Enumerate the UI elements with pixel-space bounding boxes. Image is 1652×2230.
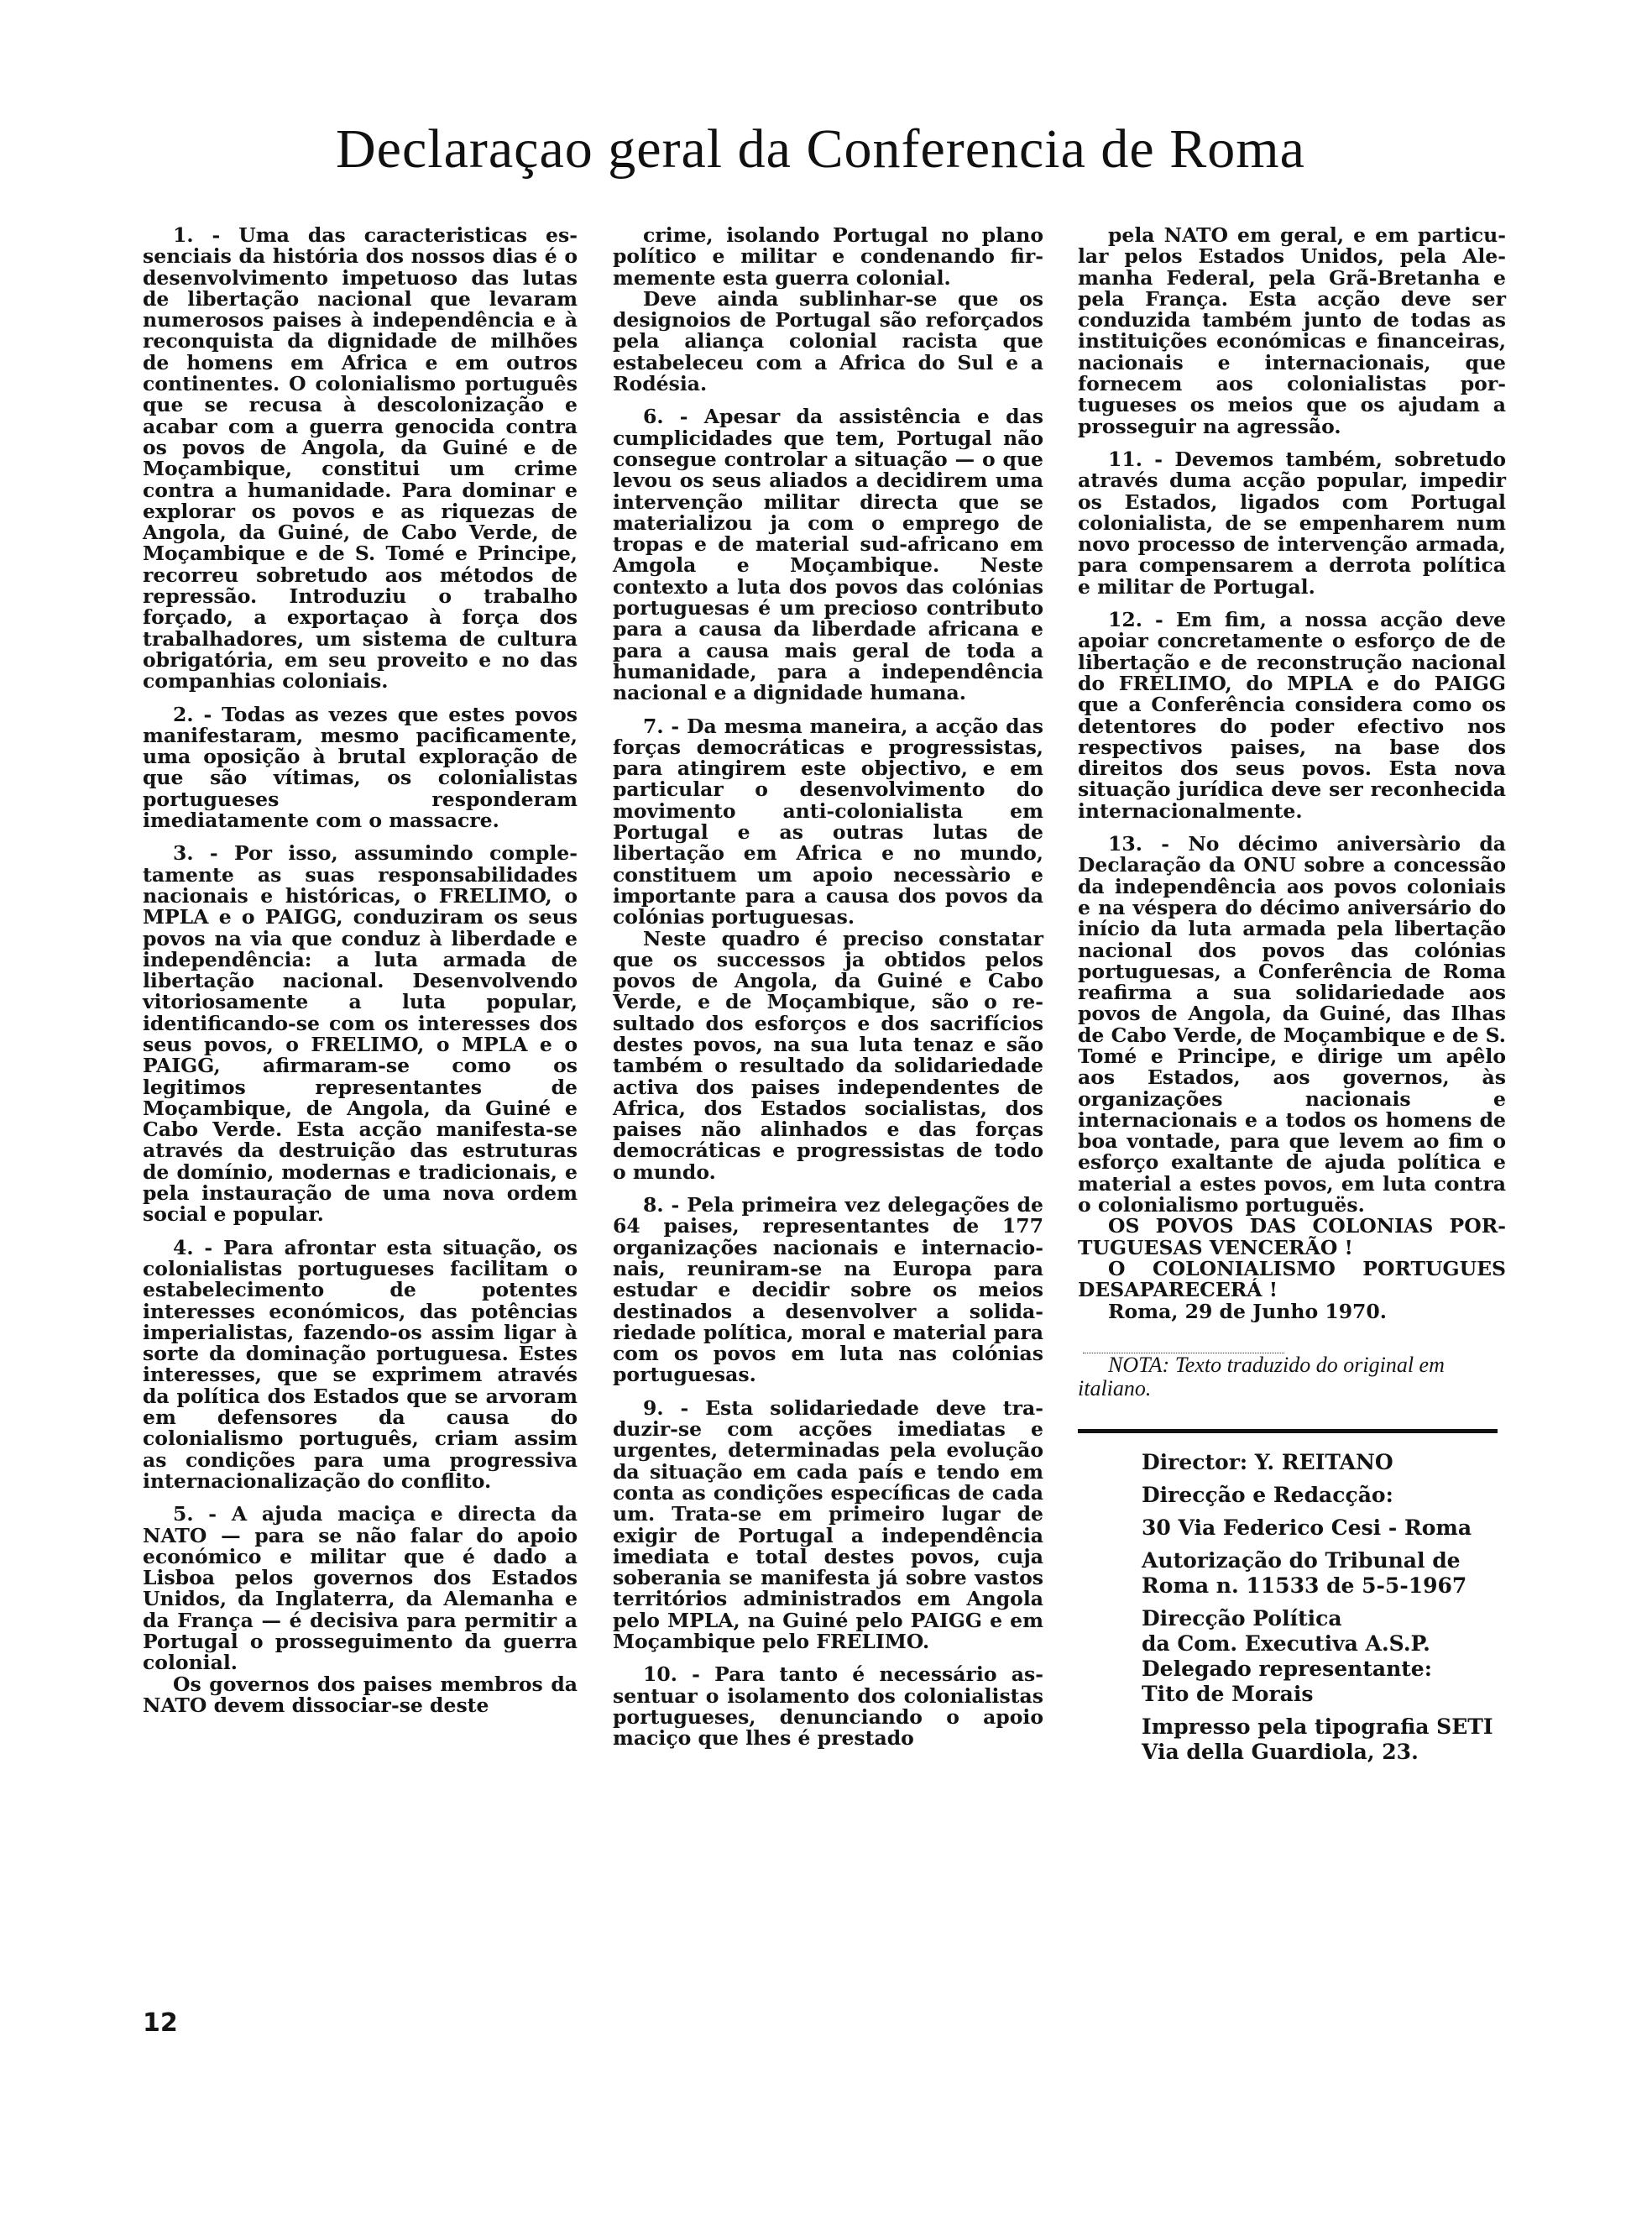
article-column-2 (613, 225, 1043, 1749)
translation-note: NOTA: Texto traduzido do original em italiano. (1078, 1352, 1445, 1400)
masthead-politica-1: Direcção Política (1142, 1605, 1342, 1631)
paragraph-1: 1. - Uma das caracteristicas essenciais da história dos nossos dias é o desenvolvimento impetuoso das lutas de libertação nacional que levaram numerosos paises à independência e à reconquista da dignidade de milhões de homens em Africa e em outros continentes. O colonialismo português que se recusa à descolonização e acabar com a guerra genocida contra os povos de Angola, da Guiné e de Moçambique, constitui um crime contra a humanidade. Para dominar e explorar os povos e as riquezas de Angola, da Guiné, de Cabo Verde, de Moçambique e de S. Tomé e Principe, recorreu sobretudo aos métodos de repressão. Introduziu o trabalho forçado, a exportaçao à força dos trabalhadores, um sistema de cultura obrigatória, em seu proveito e no das companhias coloniais. (143, 223, 578, 694)
closing-slogan-2: O COLONIALISMO PORTUGUES DESAPARECERÁ ! (1078, 1256, 1506, 1302)
masthead-impresso-2: Via della Guardiola, 23. (1142, 1739, 1419, 1764)
masthead-redaccao-label: Direcção e Redacção: (1142, 1482, 1393, 1507)
masthead-impresso-1: Impresso pela tipografia SETI (1142, 1714, 1493, 1739)
paragraph-11: 11. - Devemos também, sobretudo através duma acção popular, impedir os Estados, ligados com Portugal colonialista, de se empenharem num novo processo de intervenção armada, para compensarem a derrota política e militar de Portugal. (1078, 447, 1506, 599)
paragraph-9: 9. - Esta solidariedade deve traduzir-se com acções imediatas e urgentes, determinadas pela evolução da situação em cada país e tendo em conta as condições específicas de cada um. Trata-se em primeiro lugar de exigir de Portugal a independência imediata e total destes povos, cuja soberania se manifesta já sobre vastos territórios administrados em Angola pelo MPLA, na Guiné pelo PAIGG e em Moçambique pelo FRELIMO. (613, 1395, 1043, 1653)
paragraph-3: 3. - Por isso, assumindo completamente as suas responsabilidades nacionais e históricas, o FRELIMO, o MPLA e o PAIGG, conduziram os seus povos na via que conduz à liberdade e independência: a luta armada de libertação nacional. Desenvolvendo vitoriosamente a luta popular, identificando-se com os interesses dos seus povos, o FRELIMO, o MPLA e o PAIGG, afirmaram-se como os legitimos representantes de Moçambique, de Angola, da Guiné e Cabo Verde. Esta acção manifesta-se através da destruição das estruturas de domínio, modernas e tradicionais, e pela instauração de uma nova ordem social e popular. (143, 841, 578, 1227)
paragraph-13: 13. - No décimo aniversàrio da Declaração da ONU sobre a concessão da independência aos povos coloniais e na véspera do décimo aniversário do início da luta armada pela libertação nacional dos povos das colónias portuguesas, a Conferência de Roma reafirma a sua solidariedade aos povos de Angola, da Guiné, das Ilhas de Cabo Verde, de Moçambique e de S. Tomé e Principe, e dirige um apêlo aos Estados, aos governos, às organizações nacionais e internacionais e a todos os homens de boa vontade, para que levem ao fim o esforço exaltante de ajuda política e material a estes povos, em luta contra o colonialismo portuguës. (1078, 832, 1506, 1217)
page-number: 12 (143, 2008, 178, 2038)
page-title: Declaraçao geral da Conferencia de Roma (336, 118, 1305, 180)
masthead-politica-2: da Com. Executiva A.S.P. (1142, 1631, 1430, 1656)
paragraph-5-continued: Os governos dos paises membros da NATO devem dissociar-se deste (143, 1672, 578, 1717)
masthead-autorizacao-2: Roma n. 11533 de 5-5-1967 (1142, 1573, 1467, 1598)
paragraph-10: 10. - Para tanto é necessário assentuar o isolamento dos colonialistas portugueses, denunciando o apoio maciço que lhes é prestado (613, 1662, 1043, 1751)
paragraph-6: 6. - Apesar da assistência e das cumplicidades que tem, Portugal não consegue controlar a situação — o que levou os seus aliados a decidirem uma intervenção militar directa que se materializou ja com o emprego de tropas e de material sud-africano em Amgola e Moçambique. Neste contexto a luta dos povos das colónias portuguesas é um precioso contributo para a causa da liberdade africana e para a causa mais geral de toda a humanidade, para a independência nacional e a dignidade humana. (613, 405, 1043, 705)
paragraph-10-end: pela NATO em geral, e em particular pelos Estados Unidos, pela Alemanha Federal, pela Grã-Bretanha e pela França. Esta acção deve ser conduzida também junto de todas as instituições económicas e financeiras, nacionais e internacionais, que fornecem aos colonialistas portugueses os meios que os ajudam a prosseguir na agressão. (1078, 223, 1506, 438)
article-column-1 (143, 225, 578, 1716)
masthead-autorizacao-1: Autorização do Tribunal de (1142, 1547, 1461, 1573)
paragraph-7-continued: Neste quadro é preciso constatar que os successos ja obtidos pelos povos de Angola, da Guiné e Cabo Verde, e de Moçambique, são o resultado dos esforços e dos sacrifícios destes povos, na sua luta tenaz e são também o resultado da solidariedade activa dos paises independentes de Africa, dos Estados socialistas, dos paises não alinhados e das forças democráticas e progressistas de todo o mundo. (613, 926, 1043, 1184)
masthead (1078, 1450, 1506, 1765)
masthead-director: Director: Y. REITANO (1142, 1449, 1393, 1474)
article-column-3 (1078, 225, 1506, 1765)
paragraph-2: 2. - Todas as vezes que estes povos manifestaram, mesmo pacificamente, uma oposição à brutal exploração de que são vítimas, os colonialistas portugueses responderam imediatamente com o massacre. (143, 702, 578, 833)
masthead-address: 30 Via Federico Cesi - Roma (1142, 1515, 1472, 1540)
paragraph-4: 4. - Para afrontar esta situação, os colonialistas portugueses facilitam o estabelecimento de potentes interesses económicos, das potências imperialistas, fazendo-os assim ligar à sorte da dominação portuguesa. Estes interesses, que se exprimem através da política dos Estados que se arvoram em defensores da causa do colonialismo português, criam assim as condições para uma progressiva internacionalização do conflito. (143, 1235, 578, 1493)
masthead-divider (1078, 1429, 1498, 1433)
paragraph-5-end: crime, isolando Portugal no plano político e militar e condenando firmemente esta guerra colonial. (613, 223, 1043, 290)
closing-slogan-1: OS POVOS DAS COLONIAS PORTUGUESAS VENCERÃO ! (1078, 1214, 1506, 1259)
paragraph-12: 12. - Em fim, a nossa acção deve apoiar concretamente o esforço de de libertação e de reconstrução nacional do FRELIMO, do MPLA e do PAIGG que a Conferência considera como os detentores do poder efectivo nos respectivos paises, na base dos direitos dos seus povos. Esta nova situação jurídica deve ser reconhecida internacionalmente. (1078, 608, 1506, 823)
paragraph-5: 5. - A ajuda maciça e directa da NATO — para se não falar do apoio económico e militar que é dado a Lisboa pelos governos dos Estados Unidos, da Inglaterra, da Alemanha e da França — é decisiva para permitir a Portugal o prosseguimento da guerra colonial. (143, 1502, 578, 1675)
masthead-delegado-1: Delegado representante: (1142, 1656, 1432, 1681)
paragraph-8: 8. - Pela primeira vez delegações de 64 paises, representantes de 177 organizações nacionais e internacionais, reuniram-se na Europa para estudar e decidir sobre os meios destinados a desenvolver a solidariedade política, moral e material para com os povos em luta nas colónias portuguesas. (613, 1193, 1043, 1387)
dateline: Roma, 29 de Junho 1970. (1108, 1299, 1387, 1323)
paragraph-7: 7. - Da mesma maneira, a acção das forças democráticas e progressistas, para atingirem este objectivo, e em particular o desenvolvimento do movimento anti-colonialista em Portugal e as outras lutas de libertação em Africa e no mundo, constituem um apoio necessàrio e importante para a causa dos povos da colónias portuguesas. (613, 714, 1043, 929)
masthead-delegado-2: Tito de Morais (1142, 1681, 1314, 1706)
paragraph-5-addendum: Deve ainda sublinhar-se que os designoios de Portugal são reforçados pela aliança colonial racista que estabeleceu com a Africa do Sul e a Rodésia. (613, 286, 1043, 396)
